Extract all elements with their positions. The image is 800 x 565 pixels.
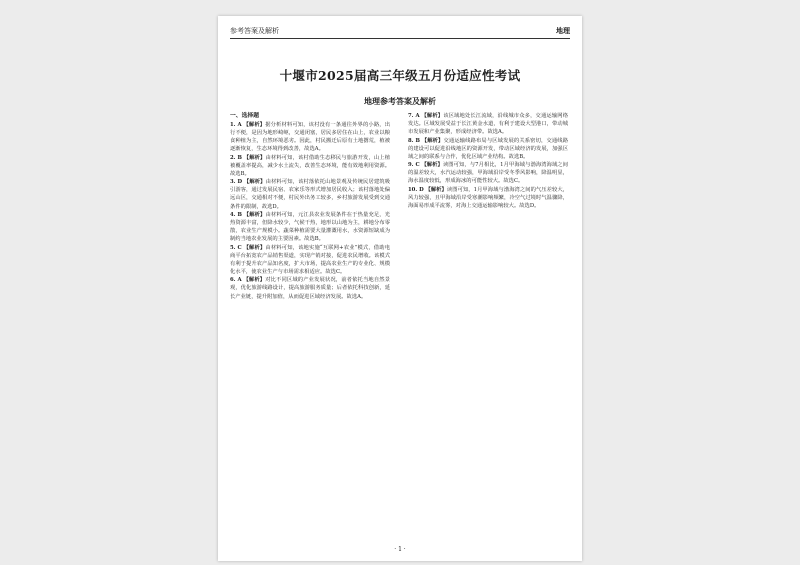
answer-number: 5. C	[230, 244, 242, 251]
answer-item	[230, 178, 390, 210]
answer-number: 4. B	[230, 212, 242, 219]
answer-item	[230, 121, 390, 153]
analysis-text: 读图可知，1月甲海域与渤海湾之间的气压差较大，风力较强，且甲海域沿岸受寒潮影响频繁，冷空气过境时气温骤降，海面易形成平流雾，对海上交通运输影响较大。故选D。	[408, 186, 569, 210]
document-page	[218, 16, 582, 561]
answer-number: 2. B	[230, 154, 242, 161]
section-heading: 一、选择题	[230, 113, 259, 119]
analysis-tag: 【解析】	[421, 137, 444, 144]
running-header	[230, 24, 570, 39]
header-left-label: 参考答案及解析	[230, 27, 279, 35]
analysis-text: 由材料可知，该村借助生态移民与旅游开发，山上植被覆盖率提高，减少水土流失，改善生态环境，能有效地利用资源。故选B。	[230, 154, 390, 177]
answer-number: 7. A	[408, 113, 420, 119]
answer-item	[408, 137, 568, 161]
answer-item	[230, 211, 390, 243]
left-answer-list	[230, 121, 390, 301]
analysis-text: 由材料可知，该地实施“互联网+农业”模式，借助电商平台拓宽农产品销售渠道，实现产销对接，促进农民增收。该模式有利于提升农产品知名度，扩大市场，提高农业生产的专业化、规模化水平，使农业生产与市场需求相适应。故选C。	[230, 244, 391, 275]
answer-number: 3. D	[230, 179, 243, 186]
answer-item	[408, 186, 568, 210]
answer-number: 9. C	[408, 162, 420, 169]
analysis-text: 读图可知，与7月相比，1月甲海域与渤海湾海域之间的温差较大，水汽运动较强，甲海域沿岸受冬季风影响，降温明显，海水温度较低，形成海冰的可能性较大。故选C。	[408, 162, 568, 185]
left-column	[230, 112, 390, 301]
answer-number: 6. A	[230, 277, 242, 284]
analysis-tag: 【解析】	[243, 277, 266, 284]
answer-item	[230, 154, 390, 178]
answer-item	[408, 161, 568, 185]
answer-item	[408, 112, 568, 136]
analysis-tag: 【解析】	[243, 122, 266, 129]
page-number: · 1 ·	[394, 546, 406, 553]
answer-item	[230, 276, 390, 300]
right-answer-list	[408, 112, 568, 210]
analysis-text: 该区域地处长江流域，沿线城市众多，交通运输网络发达。区域发展受益于长江黄金水道，有利于建设大型港口，带动城市发展和产业集聚，形成经济带。故选A。	[408, 113, 568, 136]
analysis-tag: 【解析】	[421, 113, 444, 119]
analysis-tag: 【解析】	[243, 154, 266, 161]
document-subtitle: 地理参考答案及解析	[364, 96, 436, 106]
analysis-tag: 【解析】	[243, 179, 266, 186]
answer-item	[230, 244, 390, 276]
answer-number: 10. D	[408, 186, 424, 193]
analysis-tag: 【解析】	[421, 162, 443, 169]
analysis-tag: 【解析】	[243, 244, 266, 251]
analysis-tag: 【解析】	[243, 212, 266, 219]
analysis-text: 据分析材料可知，该村没有一条通往外界的小路，出行不便，是因为地形崎岖，交通闭塞，居民多居住在山上，农业以粮食种植为主，自然环境恶劣。因此，村民搬迁后原有土地撂荒，植被逐渐恢复，生态环境得到改善，故选A。	[230, 122, 390, 153]
analysis-text: 对比不同区域的产业发展状况，前者依托当地自然景观，优化旅游线路设计，提高旅游服务质量；后者依托科技创新，延长产业链，提升附加值，从而促进区域经济发展。故选A。	[230, 277, 390, 300]
header-subject-label: 地理	[556, 26, 570, 35]
analysis-tag: 【解析】	[425, 186, 447, 193]
document-title: 十堰市2025届高三年级五月份适应性考试	[279, 68, 521, 83]
analysis-text: 由材料可知，该村落依托山地景观及传统民居建筑吸引游客，通过发展民宿、农家乐等形式增加居民收入；该村落地处偏远山区，交通相对不便，村民外出务工较多，乡村旅游发展受到交通条件的限制，故选D。	[230, 179, 390, 210]
analysis-text: 交通运输线路布局与区域发展的关系密切，交通线路的建设可以促进沿线地区的资源开发，带动区域经济的发展，加强区域之间的联系与合作，优化区域产业结构。故选B。	[408, 137, 568, 160]
right-column	[408, 112, 568, 211]
analysis-text: 由材料可知，元江县农业发展条件在于热量充足，光热资源丰富，但降水较少，气候干热，地形以山地为主，耕地分布零散，农业生产规模小。蔬菜种植需要大量灌溉用水，水资源短缺成为制约当地农业发展的主要因素。故选B。	[230, 212, 390, 243]
answer-number: 1. A	[230, 122, 242, 129]
answer-number: 8. B	[408, 137, 420, 144]
